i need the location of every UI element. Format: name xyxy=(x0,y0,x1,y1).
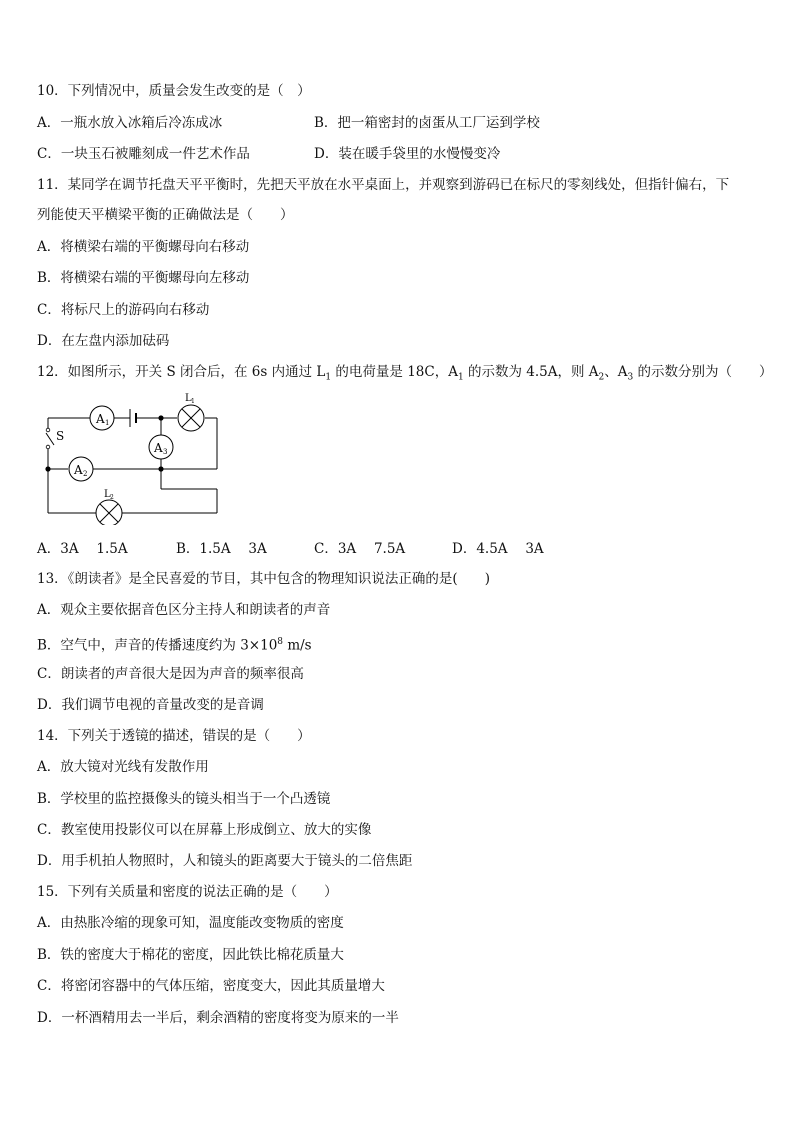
ammeter-a1-subscript: 1 xyxy=(105,419,110,427)
q11-option-a: A．将横梁右端的平衡螺母向右移动 xyxy=(37,239,250,255)
q10-stem: 10．下列情况中，质量会发生改变的是（ ） xyxy=(37,83,311,99)
ammeter-a2-icon xyxy=(69,457,93,481)
switch-icon xyxy=(46,428,64,449)
lamp-l2-subscript: 2 xyxy=(110,494,114,501)
q13-option-b: B．空气中，声音的传播速度约为 $3\times 10^8$ m/s xyxy=(37,637,312,654)
q14-option-a: A．放大镜对光线有发散作用 xyxy=(37,759,209,775)
q15-option-d: D．一杯酒精用去一半后，剩余酒精的密度将变为原来的一半 xyxy=(37,1010,399,1026)
q11-option-c: C．将标尺上的游码向右移动 xyxy=(37,302,210,318)
q15-option-c: C．将密闭容器中的气体压缩，密度变大，因此其质量增大 xyxy=(37,978,385,994)
switch-label: S xyxy=(56,429,65,443)
q13-stem: 13．《朗读者》是全民喜爱的节目，其中包含的物理知识说法正确的是( ) xyxy=(37,571,490,587)
q14-option-b: B．学校里的监控摄像头的镜头相当于一个凸透镜 xyxy=(37,791,331,807)
q10-option-a: A．一瓶水放入冰箱后冷冻成冰 xyxy=(37,115,223,131)
circuit-diagram xyxy=(38,385,228,525)
q11-option-d: D．在左盘内添加砝码 xyxy=(37,333,170,349)
q11-stem-line2: 列能使天平横梁平衡的正确做法是（ ） xyxy=(37,207,294,223)
q15-option-a: A．由热胀冷缩的现象可知，温度能改变物质的密度 xyxy=(37,915,344,931)
lamp-l1-subscript: 1 xyxy=(191,398,195,405)
battery-icon xyxy=(130,409,136,427)
q10-option-d: D．装在暖手袋里的水慢慢变冷 xyxy=(314,146,501,162)
q14-stem: 14．下列关于透镜的描述，错误的是（ ） xyxy=(37,728,311,744)
q12-option-a: A．3A 1.5A xyxy=(37,541,128,557)
q12-option-b: B．1.5A 3A xyxy=(176,541,267,557)
q13-option-c: C．朗读者的声音很大是因为声音的频率很高 xyxy=(37,666,304,682)
lamp-l2-icon xyxy=(96,489,122,525)
ammeter-a3-label: A xyxy=(154,441,163,455)
q13-option-d: D．我们调节电视的音量改变的是音调 xyxy=(37,697,264,713)
ammeter-a2-subscript: 2 xyxy=(83,470,88,478)
ammeter-a2-label: A xyxy=(74,463,83,477)
q15-option-b: B．铁的密度大于棉花的密度，因此铁比棉花质量大 xyxy=(37,947,344,963)
q11-option-b: B．将横梁右端的平衡螺母向左移动 xyxy=(37,270,250,286)
q13-option-a: A．观众主要依据音色区分主持人和朗读者的声音 xyxy=(37,602,331,618)
q11-stem-line1: 11．某同学在调节托盘天平平衡时，先把天平放在水平桌面上，并观察到游码已在标尺的零刻线处，但指针偏右，下 xyxy=(37,177,730,193)
q12-stem: 12．如图所示，开关 S 闭合后，在 6s 内通过 $L_1$ 的电荷量是 18C，$A_1$ 的示数为 4.5A，则 $A_2$、$A_3$ 的示数分别为（ ） xyxy=(37,364,773,383)
ammeter-a3-subscript: 3 xyxy=(163,448,168,456)
ammeter-a1-label: A xyxy=(96,412,105,426)
ammeter-a1-icon xyxy=(90,406,114,430)
q10-option-b: B．把一箱密封的卤蛋从工厂运到学校 xyxy=(314,115,540,131)
q12-option-c: C．3A 7.5A xyxy=(314,541,406,557)
q12-option-d: D．4.5A 3A xyxy=(452,541,544,557)
q14-option-d: D．用手机拍人物照时，人和镜头的距离要大于镜头的二倍焦距 xyxy=(37,853,413,869)
lamp-l1-label: L xyxy=(185,393,192,404)
lamp-l2-label: L xyxy=(104,489,111,500)
ammeter-a3-icon xyxy=(149,435,173,459)
q10-option-c: C．一块玉石被雕刻成一件艺术作品 xyxy=(37,146,250,162)
q14-option-c: C．教室使用投影仪可以在屏幕上形成倒立、放大的实像 xyxy=(37,822,372,838)
q15-stem: 15．下列有关质量和密度的说法正确的是（ ） xyxy=(37,884,338,900)
lamp-l1-icon xyxy=(178,393,204,431)
